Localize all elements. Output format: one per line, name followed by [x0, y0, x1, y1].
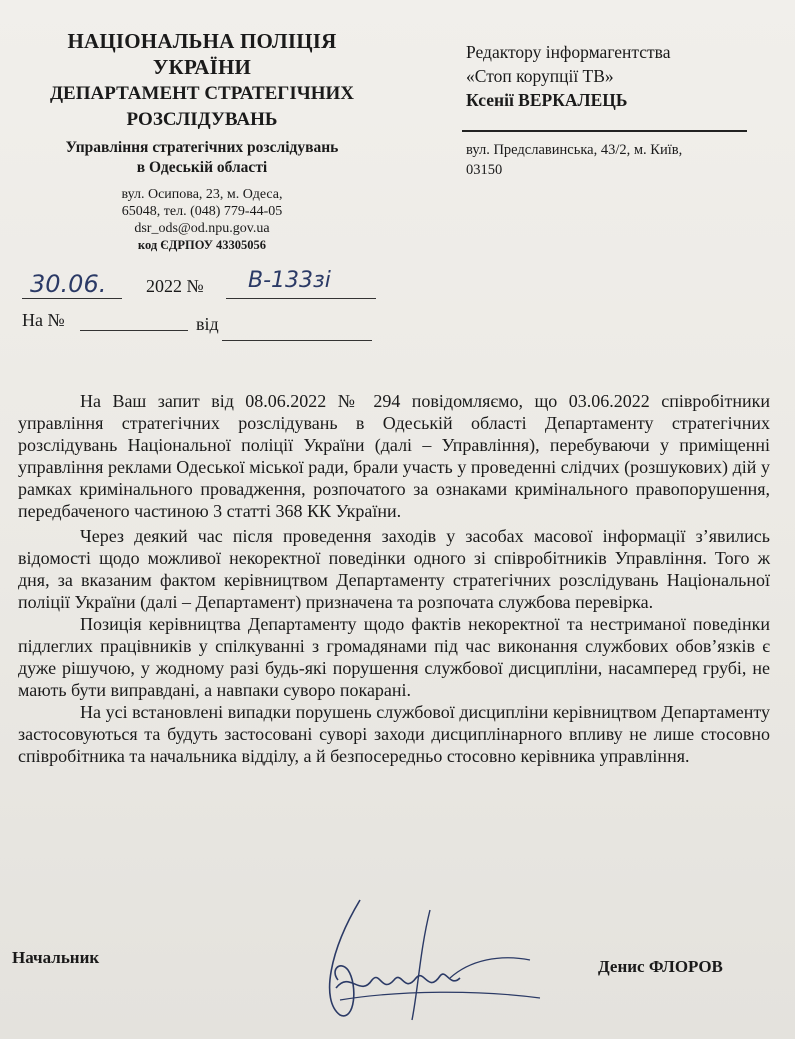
sender-block	[22, 28, 382, 254]
signatory-name: Денис ФЛОРОВ	[598, 957, 723, 976]
reference-line	[22, 310, 382, 340]
ref-date-underline	[222, 340, 372, 341]
sender-address-line1: вул. Осипова, 23, м. Одеса,	[121, 187, 283, 202]
sender-email: dsr_ods@od.npu.gov.ua	[134, 221, 270, 236]
ref-date-label: від	[196, 314, 219, 334]
ref-number-underline	[80, 330, 188, 331]
letter-body	[18, 390, 770, 767]
recipient-name: Ксенії ВЕРКАЛЕЦЬ	[466, 90, 628, 110]
recipient-block	[466, 40, 766, 112]
sender-edrpou: код ЄДРПОУ 43305056	[137, 238, 267, 252]
recipient-address-line2: 03150	[466, 162, 503, 178]
date-underline	[22, 298, 122, 299]
body-paragraph-2: Через деякий час після проведення заходів у засобах масової інформації з’явились відомості щодо можливої некоректної поведінки одного зі співробітників Управління. Того ж дня, за вказаним фактом керівництвом Департаменту стратегічних розслідувань Національної поліції України (далі – Департамент) призначена та розпочата службова перевірка.	[18, 526, 770, 612]
body-paragraph-1: На Ваш запит від 08.06.2022 № 294 повідомляємо, що 03.06.2022 співробітники управління стратегічних розслідувань в Одеській області Департаменту стратегічних розслідувань Національної поліції України (далі – Управління), перебуваючи у приміщенні управління реклами Одеської міської ради, брали участь у проведенні слідчих (розшукових) дій у рамках кримінального провадження, розпочатого за ознаками кримінального правопорушення, передбаченого частиною 3 статті 368 КК України.	[18, 391, 770, 521]
unit-line2: в Одеській області	[136, 159, 268, 176]
recipient-line2: «Стоп корупції ТВ»	[466, 66, 614, 86]
year-number-label: 2022 №	[146, 276, 204, 296]
recipient-line1: Редактору інформагентства	[466, 42, 671, 62]
sender-address	[22, 186, 382, 254]
recipient-divider	[462, 130, 747, 132]
body-paragraph-4: На усі встановлені випадки порушень службової дисципліни керівництвом Департаменту застосовуються та будуть застосовані суворі заходи дисциплінарного впливу не лише стосовно співробітника та начальника відділу, а й безпосередньо стосовно керівника управління.	[18, 702, 770, 766]
signatory-position: Начальник	[12, 948, 100, 967]
number-underline	[226, 298, 376, 299]
sender-address-line2: 65048, тел. (048) 779-44-05	[121, 204, 283, 219]
recipient-address-line1: вул. Предславинська, 43/2, м. Київ,	[466, 142, 683, 158]
registration-line	[22, 268, 382, 302]
date-handwritten: 30.06.	[30, 270, 107, 298]
department-line2: РОЗСЛІДУВАНЬ	[126, 109, 278, 130]
org-name-line2: УКРАЇНИ	[152, 55, 252, 79]
org-name-line1: НАЦІОНАЛЬНА ПОЛІЦІЯ	[67, 29, 337, 53]
unit-line1: Управління стратегічних розслідувань	[65, 139, 339, 156]
recipient-address	[466, 140, 766, 180]
department-line1: ДЕПАРТАМЕНТ СТРАТЕГІЧНИХ	[49, 83, 354, 104]
body-paragraph-3: Позиція керівництва Департаменту щодо фактів некоректної та нестриманої поведінки підлеглих працівників у спілкуванні з громадянами під час виконання службових обов’язків є дуже рішучою, у жодному разі будь-які порушення службової дисципліни, насамперед грубі, не мають бути виправдані, а навпаки суворо покарані.	[18, 614, 770, 700]
ref-number-label: На №	[22, 310, 65, 330]
handwritten-signature	[300, 890, 560, 1030]
number-handwritten: В-133зі	[248, 268, 331, 293]
